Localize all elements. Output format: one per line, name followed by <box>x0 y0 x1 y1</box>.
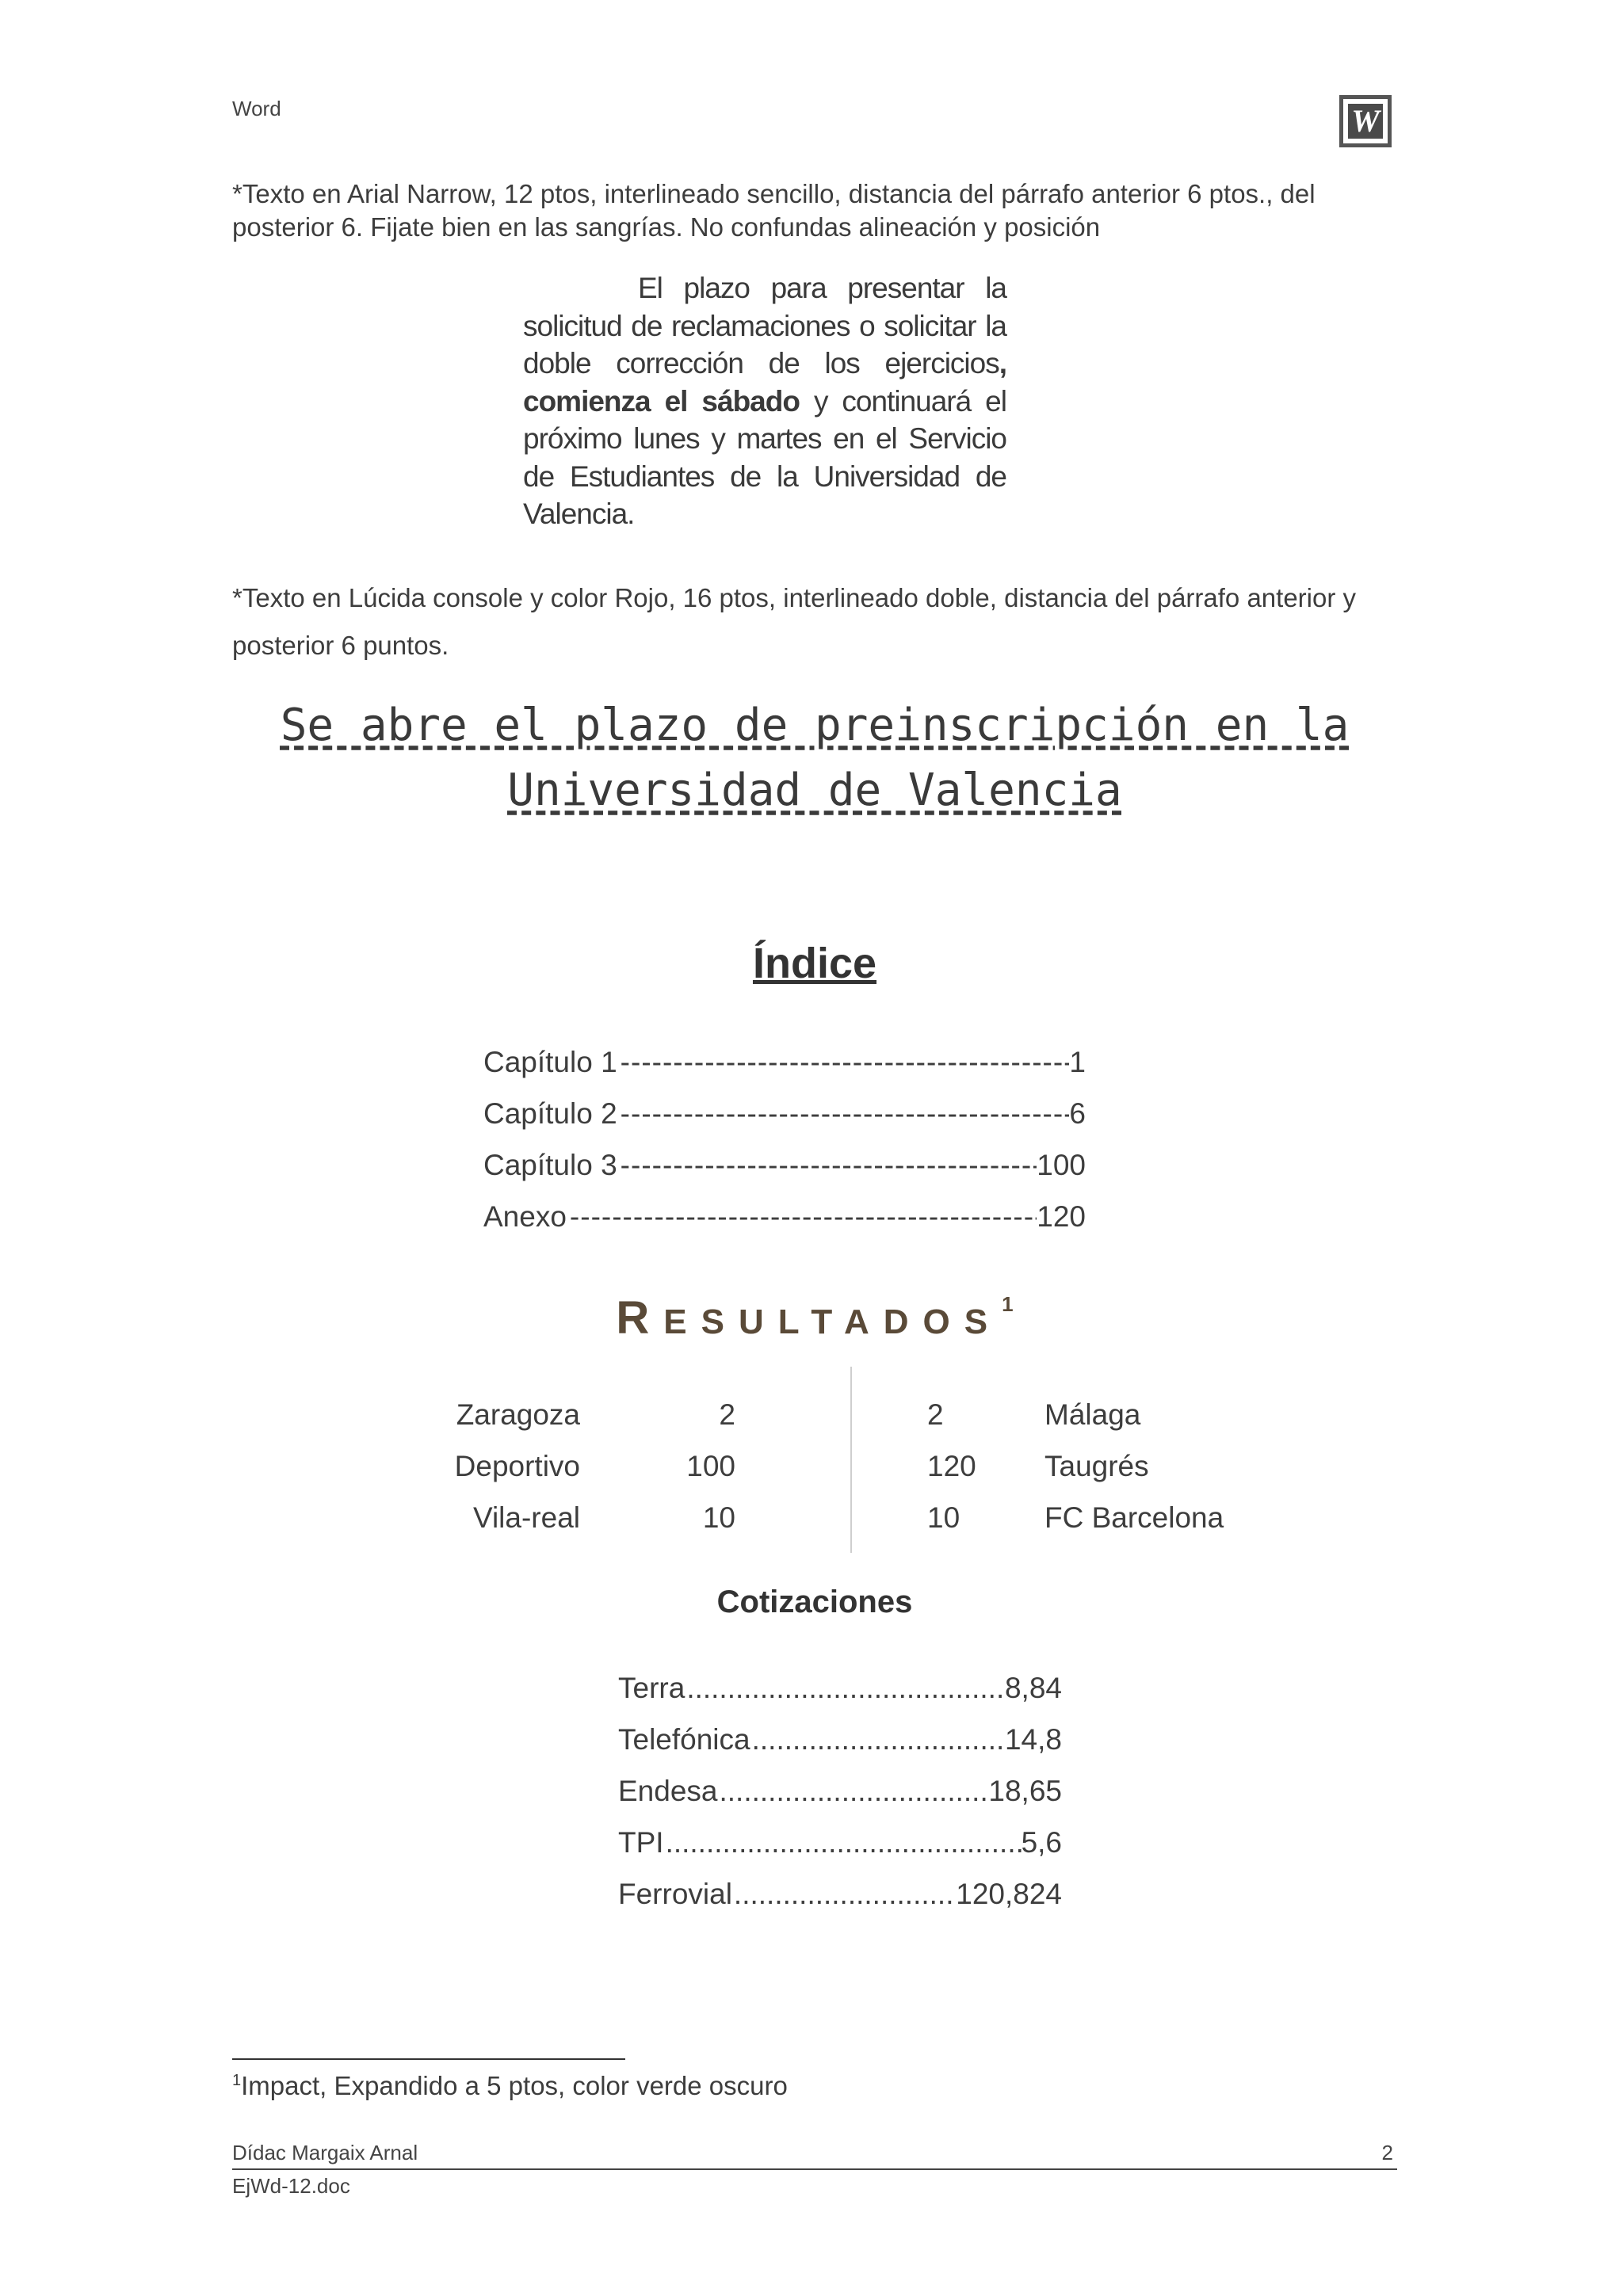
home-team: Deportivo <box>454 1450 580 1482</box>
toc-page: 1 <box>1069 1046 1086 1078</box>
quote-leader <box>732 1878 956 1911</box>
quote-row <box>618 1826 1062 1878</box>
narrow-bold-text: comienza el sábado <box>523 384 800 418</box>
results-row <box>396 1501 1268 1553</box>
toc-leader <box>617 1097 1070 1131</box>
quote-name: TPI <box>618 1826 664 1859</box>
toc-label: Capítulo 3 <box>483 1149 617 1181</box>
footer-page-number: 2 <box>1381 2141 1393 2164</box>
quote-name: Telefónica <box>618 1723 750 1756</box>
quote-value: 8,84 <box>1004 1672 1062 1704</box>
away-score: 120 <box>927 1450 976 1482</box>
quote-value: 18,65 <box>988 1775 1062 1807</box>
word-logo-icon <box>1339 95 1392 147</box>
away-score: 2 <box>927 1398 944 1431</box>
quote-row <box>618 1878 1062 1929</box>
results-title-initial: R <box>616 1292 664 1344</box>
narrow-text-after: y continuará el próximo lunes y martes en el Servicio de Estudiantes de la Universidad de Valencia. <box>523 384 1006 530</box>
quote-leader <box>664 1826 1022 1859</box>
quote-value: 120,824 <box>956 1878 1062 1910</box>
quotes-list <box>618 1672 1062 1929</box>
toc-leader <box>567 1200 1037 1234</box>
toc-label: Capítulo 1 <box>483 1046 617 1078</box>
instruction-paragraph-1: *Texto en Arial Narrow, 12 ptos, interlineado sencillo, distancia del párrafo anterior 6 ptos., del posterior 6. Fijate bien en las sangrías. No confundas alineación y posición <box>232 179 1316 242</box>
home-score: 2 <box>719 1398 735 1431</box>
toc-entry <box>483 1097 1086 1149</box>
narrow-comma: , <box>999 347 1006 379</box>
word-logo-letter: W <box>1348 104 1383 139</box>
narrow-paragraph <box>523 269 1006 533</box>
quote-name: Endesa <box>618 1775 718 1807</box>
toc-leader <box>617 1046 1070 1079</box>
home-score: 100 <box>686 1450 735 1482</box>
results-row <box>396 1450 1268 1501</box>
quote-leader <box>750 1723 1005 1756</box>
narrow-text-before: El plazo para presentar la solicitud de reclamaciones o solicitar la doble corrección de los ejercicios <box>523 272 1006 379</box>
quote-value: 14,8 <box>1004 1723 1062 1756</box>
quote-value: 5,6 <box>1021 1826 1062 1859</box>
quote-row <box>618 1775 1062 1826</box>
index-title: Índice <box>752 940 877 987</box>
away-team: Taugrés <box>1044 1450 1149 1482</box>
results-title <box>232 1291 1397 1344</box>
toc-page: 120 <box>1037 1200 1086 1233</box>
away-team: Málaga <box>1044 1398 1141 1431</box>
toc-entry <box>483 1200 1086 1252</box>
results-title-rest: ESULTADOS <box>663 1302 1002 1341</box>
instruction-paragraph-2: *Texto en Lúcida console y color Rojo, 16 ptos, interlineado doble, distancia del párrafo anterior y posterior 6 puntos. <box>232 583 1357 660</box>
results-table <box>396 1367 1268 1553</box>
footer-author: Dídac Margaix Arnal <box>232 2141 418 2164</box>
footnote-separator <box>232 2058 625 2060</box>
toc-page: 100 <box>1037 1149 1086 1181</box>
table-of-contents <box>483 1046 1086 1252</box>
toc-entry <box>483 1046 1086 1097</box>
results-row <box>396 1398 1268 1450</box>
quote-row <box>618 1672 1062 1723</box>
away-score: 10 <box>927 1501 960 1534</box>
quote-name: Terra <box>618 1672 685 1704</box>
footnote-reference: 1 <box>1002 1292 1014 1316</box>
header-app-label: Word <box>232 97 281 120</box>
toc-page: 6 <box>1069 1097 1086 1130</box>
home-score: 10 <box>702 1501 735 1534</box>
footnote <box>232 2071 788 2101</box>
quote-name: Ferrovial <box>618 1878 732 1910</box>
toc-leader <box>617 1149 1037 1182</box>
quote-row <box>618 1723 1062 1775</box>
toc-label: Capítulo 2 <box>483 1097 617 1130</box>
console-title: Se abre el plazo de preinscripción en la Universidad de Valencia <box>280 700 1350 816</box>
footer-filename: EjWd-12.doc <box>232 2174 350 2198</box>
toc-entry <box>483 1149 1086 1200</box>
footer-rule <box>232 2168 1397 2170</box>
footnote-text: Impact, Expandido a 5 ptos, color verde oscuro <box>241 2071 788 2100</box>
footnote-number: 1 <box>232 2072 242 2089</box>
toc-label: Anexo <box>483 1200 567 1233</box>
quote-leader <box>685 1672 1005 1705</box>
away-team: FC Barcelona <box>1044 1501 1224 1534</box>
quotes-title: Cotizaciones <box>716 1585 913 1619</box>
quote-leader <box>718 1775 989 1808</box>
home-team: Zaragoza <box>456 1398 580 1431</box>
home-team: Vila-real <box>472 1501 580 1534</box>
